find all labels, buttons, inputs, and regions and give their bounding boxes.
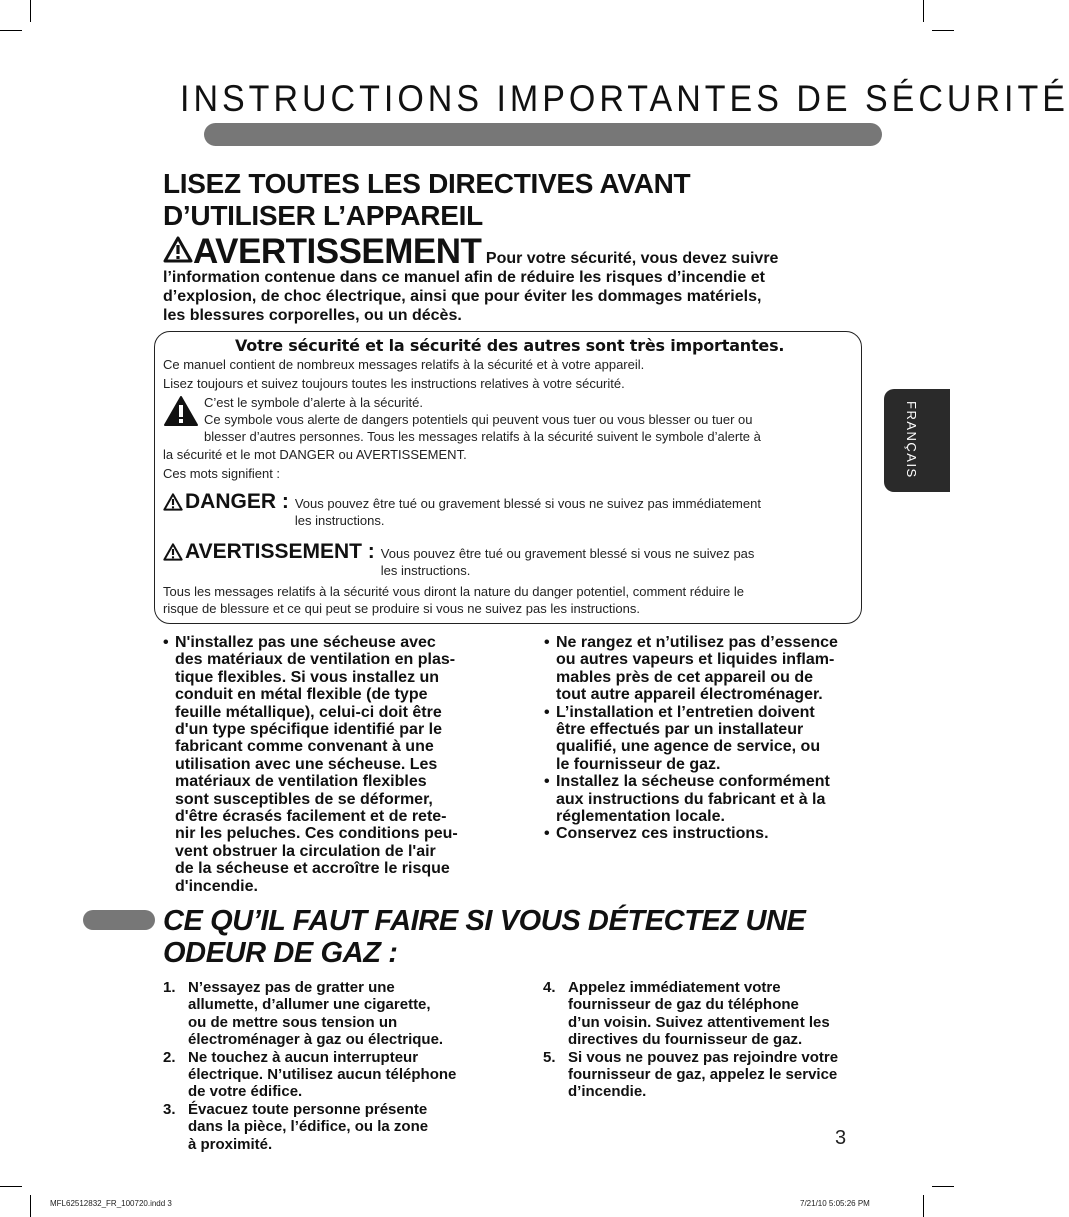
crop-mark (30, 1195, 31, 1217)
bullet-line: • Installez la sécheuse conformément (556, 773, 830, 791)
gas-section-heading (163, 905, 863, 969)
warning-intro-line: les blessures corporelles, ou un décès. (163, 307, 462, 324)
gas-step-line: N’essayez pas de gratter une (188, 979, 395, 996)
bullet-line: d'être écrasés facilement et de rete- (175, 808, 447, 826)
alert-symbol-icon (163, 395, 199, 427)
closing-line: risque de blessure et ce qui peut se produire si vous ne suivez pas les instructions. (163, 601, 640, 616)
gas-step (163, 1049, 493, 1101)
warning-intro-line: d’explosion, de choc électrique, ainsi que pour éviter les dommages matériels, (163, 288, 762, 305)
gas-steps-right (543, 979, 873, 1101)
bullet-line: tout autre appareil électroménager. (556, 686, 823, 704)
bullet-line: être effectués par un installateur (556, 721, 804, 739)
danger-text-line: les instructions. (294, 513, 385, 528)
gas-step-line: électrique. N’utilisez aucun téléphone (188, 1066, 457, 1084)
page-number: 3 (835, 1127, 847, 1149)
gas-step-line: dans la pièce, l’édifice, ou la zone (188, 1118, 429, 1136)
bullet-line: tique flexibles. Si vous installez un (175, 668, 440, 686)
gas-step (543, 979, 873, 1049)
bullet-line: d'incendie. (175, 877, 258, 895)
left-bullet-list (163, 634, 503, 895)
gas-step-line: d’incendie. (568, 1083, 647, 1101)
directives-heading-line: D’UTILISER L’APPAREIL (163, 200, 483, 231)
gas-step-line: d’un voisin. Suivez attentivement les (568, 1013, 830, 1031)
bullet-line: d'un type spécifique identifié par le (175, 721, 442, 739)
danger-text-line: Vous pouvez être tué ou gravement blessé si vous ne suivez pas immédiatement (294, 496, 761, 511)
bullet-line: sont susceptibles de se déformer, (175, 790, 433, 808)
bullet-line: • Conservez ces instructions. (556, 825, 769, 843)
bullet-line: mables près de cet appareil ou de (556, 668, 813, 686)
footer-timestamp: 7/21/10 5:05:26 PM (800, 1199, 870, 1208)
gas-step-number: 4. (543, 979, 556, 996)
gas-step-line: électroménager à gaz ou électrique. (188, 1031, 444, 1049)
gas-step-line: Appelez immédiatement votre (568, 979, 781, 996)
crop-mark (923, 1195, 924, 1217)
safety-box-line: Lisez toujours et suivez toujours toutes les instructions relatives à votre sécurité. (163, 376, 625, 391)
bullet-line: qualifié, une agence de service, ou (556, 738, 821, 756)
gas-step-line: à proximité. (188, 1135, 273, 1153)
warning-signal-label (163, 540, 375, 564)
section-marker-bar (83, 910, 155, 930)
gas-step-line: Évacuez toute personne présente (188, 1100, 428, 1118)
gas-step-number: 1. (163, 979, 176, 996)
page-title: INSTRUCTIONS IMPORTANTES DE SÉCURITÉ (180, 78, 1069, 120)
bullet-line: conduit en métal flexible (de type (175, 686, 428, 704)
symbol-line: blesser d’autres personnes. Tous les messages relatifs à la sécurité suivent le symbole d’alerte à (204, 429, 761, 444)
bullet-line: • N'installez pas une sécheuse avec (175, 634, 436, 651)
language-tab-label: FRANÇAIS (904, 401, 919, 479)
danger-label-text: DANGER : (185, 490, 289, 513)
gas-step-line: directives du fournisseur de gaz. (568, 1031, 803, 1049)
gas-step-line: ou de mettre sous tension un (188, 1013, 398, 1031)
warning-text-line: les instructions. (380, 563, 471, 578)
directives-heading (163, 168, 803, 232)
bullet-line: • L’installation et l’entretien doivent (556, 703, 815, 721)
danger-text (295, 495, 761, 529)
warning-triangle-icon (163, 493, 183, 511)
bullet-line: • Ne rangez et n’utilisez pas d’essence (556, 634, 838, 651)
gas-step-line: fournisseur de gaz, appelez le service (568, 1066, 838, 1084)
bullet-line: le fournisseur de gaz. (556, 755, 721, 773)
meaning-intro: Ces mots signifient : (163, 466, 281, 481)
bullet-line: utilisation avec une sécheuse. Les (175, 755, 438, 773)
warning-row (163, 540, 754, 579)
safety-box-line: Ce manuel contient de nombreux messages relatifs à la sécurité et à votre appareil. (163, 357, 645, 372)
danger-label (163, 490, 289, 514)
gas-step-number: 2. (163, 1048, 176, 1066)
symbol-line: Ce symbole vous alerte de dangers potentiels qui peuvent vous tuer ou vous blesser ou tuer ou (204, 412, 753, 427)
warning-intro (163, 232, 843, 325)
warning-triangle-icon (163, 236, 193, 263)
bullet-line: des matériaux de ventilation en plas- (175, 651, 456, 669)
gas-step-line: Si vous ne pouvez pas rejoindre votre (568, 1048, 839, 1066)
danger-row (163, 490, 761, 529)
gas-step (543, 1049, 873, 1101)
gas-step-number: 3. (163, 1100, 176, 1118)
gas-step (163, 979, 493, 1049)
warning-intro-line: l’information contenue dans ce manuel afin de réduire les risques d’incendie et (163, 269, 765, 286)
bullet-item (544, 773, 874, 825)
bullet-line: fabricant comme convenant à une (175, 738, 434, 756)
gas-step-line: allumette, d’allumer une cigarette, (188, 996, 431, 1014)
warning-label-text: AVERTISSEMENT : (185, 540, 375, 563)
gas-step (163, 1101, 493, 1153)
title-underline-bar (204, 123, 882, 146)
gas-step-line: fournisseur de gaz du téléphone (568, 996, 799, 1014)
bullet-line: matériaux de ventilation flexibles (175, 773, 427, 791)
bullet-item (163, 634, 503, 895)
safety-info-box (154, 331, 862, 624)
warning-triangle-icon (163, 543, 183, 561)
warning-label: AVERTISSEMENT (193, 232, 482, 271)
gas-heading-line: CE QU’IL FAUT FAIRE SI VOUS DÉTECTEZ UNE (163, 905, 806, 937)
bullet-line: aux instructions du fabricant et à la (556, 790, 826, 808)
gas-steps-left (163, 979, 493, 1153)
bullet-line: nir les peluches. Ces conditions peu- (175, 825, 458, 843)
crop-mark (30, 0, 31, 22)
crop-mark (0, 1186, 22, 1187)
warning-text (381, 545, 755, 579)
bullet-item (544, 825, 874, 842)
bullet-item (544, 704, 874, 774)
gas-step-line: de votre édifice. (188, 1083, 303, 1101)
bullet-line: vent obstruer la circulation de l'air (175, 842, 436, 860)
closing-line: Tous les messages relatifs à la sécurité vous diront la nature du danger potentiel, comment réduire le (163, 584, 744, 599)
gas-step-line: Ne touchez à aucun interrupteur (188, 1048, 419, 1066)
footer-file-info: MFL62512832_FR_100720.indd 3 (50, 1199, 172, 1208)
directives-heading-line: LISEZ TOUTES LES DIRECTIVES AVANT (163, 168, 691, 199)
crop-mark (932, 1186, 954, 1187)
bullet-line: réglementation locale. (556, 808, 725, 826)
symbol-line: la sécurité et le mot DANGER ou AVERTISSEMENT. (163, 447, 467, 462)
bullet-line: feuille métallique), celui-ci doit être (175, 703, 442, 721)
bullet-line: de la sécheuse et accroître le risque (175, 860, 450, 878)
bullet-item (544, 634, 874, 704)
gas-step-number: 5. (543, 1048, 556, 1066)
symbol-line: C’est le symbole d’alerte à la sécurité. (204, 395, 423, 410)
warning-text-line: Vous pouvez être tué ou gravement blessé si vous ne suivez pas (380, 546, 755, 561)
gas-heading-line: ODEUR DE GAZ : (163, 937, 398, 969)
warning-intro-lead: Pour votre sécurité, vous devez suivre (485, 250, 779, 267)
crop-mark (932, 30, 954, 31)
right-bullet-list (544, 634, 874, 843)
crop-mark (923, 0, 924, 22)
bullet-line: ou autres vapeurs et liquides inflam- (556, 651, 835, 669)
crop-mark (0, 30, 22, 31)
safety-box-title: Votre sécurité et la sécurité des autres sont très importantes. (235, 336, 785, 355)
symbol-description (204, 394, 844, 445)
